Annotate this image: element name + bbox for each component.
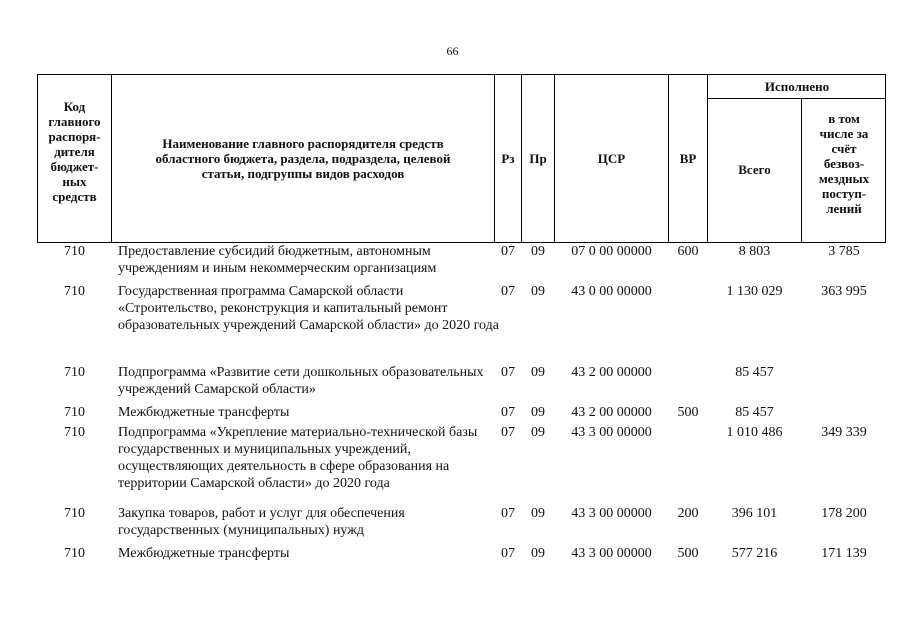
row-code: 710 [64,546,85,561]
row-name: Межбюджетные трансферты [118,405,290,420]
row-total: 396 101 [731,506,778,521]
row-rz: 07 [501,405,515,420]
row-csr: 07 0 00 00000 [571,244,652,259]
row-total: 1 010 486 [726,425,783,440]
row-total: 577 216 [731,546,778,561]
row-gratuitous: 171 139 [821,546,867,561]
row-pr: 09 [531,546,545,561]
row-name: Подпрограмма «Укрепление материально-технической базы государственных и муниципальных учреждений, осуществляющих деятельность в сфере образования на территории Самарской области» до 2020 года [118,425,478,491]
row-total: 1 130 029 [726,284,783,299]
row-csr: 43 2 00 00000 [571,365,652,380]
row-gratuitous: 178 200 [821,506,867,521]
row-code: 710 [64,244,85,259]
row-rz: 07 [501,546,515,561]
row-vr: 200 [677,506,699,521]
row-pr: 09 [531,284,545,299]
page-number: 66 [446,44,459,58]
row-csr: 43 3 00 00000 [571,425,652,440]
row-name: Подпрограмма «Развитие сети дошкольных образовательных учреждений Самарской области» [118,365,484,397]
row-csr: 43 0 00 00000 [571,284,652,299]
header-gratuitous: в том числе за счёт безвоз- мездных поступ- лений [818,111,870,216]
row-name: Государственная программа Самарской области «Строительство, реконструкция и капитальный ремонт образовательных учреждений Самарской области» до 2020 года [118,284,499,333]
row-code: 710 [64,425,85,440]
header-name: Наименование главного распорядителя средств областного бюджета, раздела, подраздела, целевой статьи, подгруппы видов расходов [155,136,451,181]
header-divider [707,74,708,243]
header-total: Всего [738,162,771,177]
header-pr: Пр [529,151,547,166]
row-total: 85 457 [735,405,774,420]
row-pr: 09 [531,244,545,259]
row-name: Закупка товаров, работ и услуг для обеспечения государственных (муниципальных) нужд [118,506,405,538]
row-csr: 43 2 00 00000 [571,405,652,420]
header-csr: ЦСР [597,151,626,166]
row-name: Межбюджетные трансферты [118,546,290,561]
row-rz: 07 [501,284,515,299]
row-code: 710 [64,284,85,299]
row-code: 710 [64,506,85,521]
row-rz: 07 [501,506,515,521]
row-total: 8 803 [738,244,771,259]
row-code: 710 [64,365,85,380]
row-name: Предоставление субсидий бюджетным, автономным учреждениям и иным некоммерческим организациям [118,244,437,276]
row-total: 85 457 [735,365,774,380]
row-vr: 500 [677,405,699,420]
row-pr: 09 [531,506,545,521]
row-rz: 07 [501,244,515,259]
header-executed: Исполнено [764,79,830,94]
row-csr: 43 3 00 00000 [571,546,652,561]
row-gratuitous: 3 785 [828,244,860,259]
row-pr: 09 [531,405,545,420]
row-gratuitous: 363 995 [821,284,867,299]
row-rz: 07 [501,365,515,380]
row-rz: 07 [501,425,515,440]
row-gratuitous: 349 339 [821,425,867,440]
header-code: Код главного распоря- дителя бюджет- ных средств [48,99,101,204]
row-csr: 43 3 00 00000 [571,506,652,521]
row-vr: 500 [677,546,699,561]
header-rz: Рз [501,151,515,166]
header-vr: ВР [679,151,697,166]
row-code: 710 [64,405,85,420]
row-pr: 09 [531,425,545,440]
row-pr: 09 [531,365,545,380]
row-vr: 600 [677,244,699,259]
header-divider [707,98,886,99]
